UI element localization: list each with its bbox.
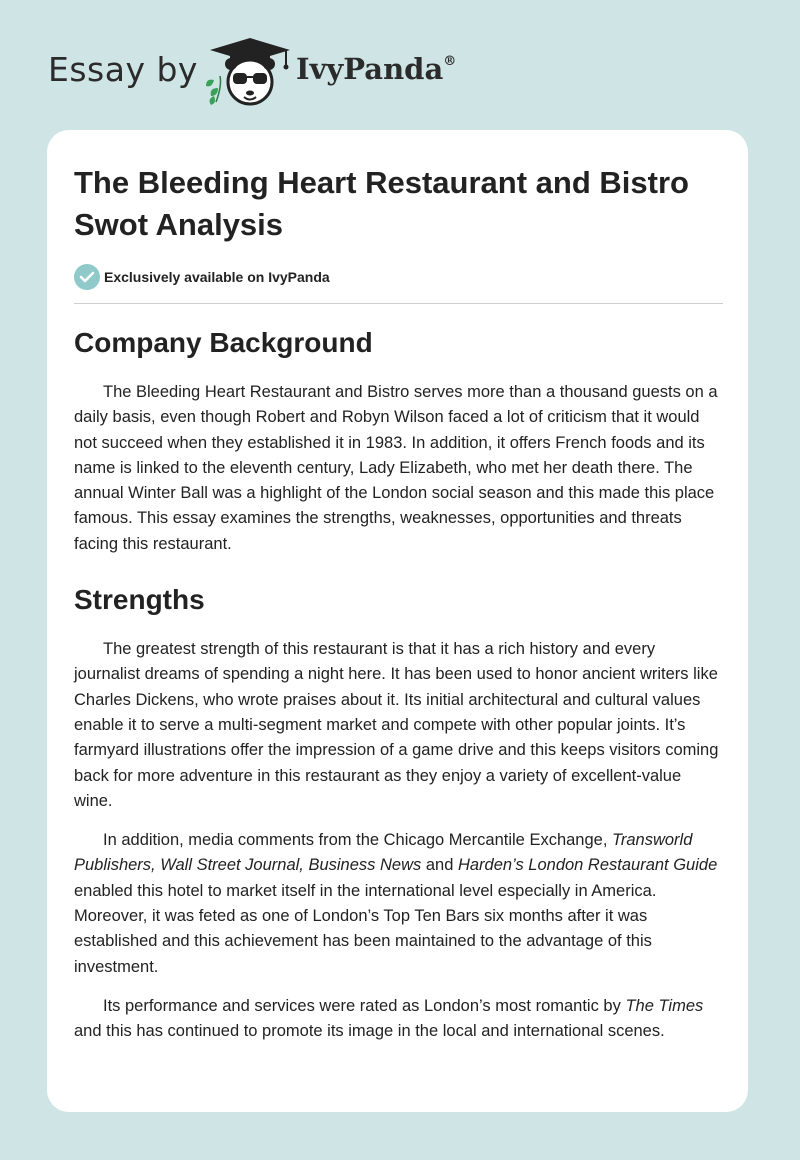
title-divider: [74, 303, 723, 304]
paragraph: In addition, media comments from the Chicago Mercantile Exchange, Transworld Publishers, Wall Street Journal, Business News and Harden’s London Restaurant Guide enabled this hotel to market itself in the international level especially in America. Moreover, it was feted as one of London’s Top Ten Bars six months after it was established and this achievement has been maintained to the advantage of this investment.: [74, 831, 718, 976]
paragraph: Its performance and services were rated as London’s most romantic by The Times and this has continued to promote its image in the local and international scenes.: [74, 996, 704, 1041]
paragraph: The Bleeding Heart Restaurant and Bistro serves more than a thousand guests on a daily basis, even though Robert and Robyn Wilson faced a lot of criticism that it would not succeed when they established it in 1983. In addition, it offers French foods and its name is linked to the eleventh century, Lady Elizabeth, who met her death there. The annual Winter Ball was a highlight of the London social season and this made this place famous. This essay examines the strengths, weaknesses, opportunities and threats facing this restaurant.: [74, 383, 718, 553]
paragraph: The greatest strength of this restaurant is that it has a rich history and every journalist dreams of spending a night here. It has been used to honor ancient writers like Charles Dickens, who wrote praises about it. Its initial architectural and cultural values enable it to serve a multi-segment market and compete with other popular joints. It’s farmyard illustrations offer the impression of a game drive and this keeps visitors coming back for more adventure in this restaurant as they enjoy a variety of excellent-value wine.: [74, 640, 719, 810]
italic-publication: Harden’s London Restaurant Guide: [457, 856, 718, 875]
panda-logo-icon[interactable]: [200, 36, 292, 108]
brand-name[interactable]: IvyPanda®: [296, 52, 457, 86]
check-icon: [74, 264, 100, 290]
italic-publication: Transworld Publishers, Wall Street Journal, Business News: [74, 831, 693, 875]
site-header: [0, 0, 800, 130]
italic-publication: The Times: [625, 996, 704, 1015]
essay-card: [47, 130, 748, 1112]
essay-body: [74, 320, 724, 1045]
exclusive-badge: [74, 264, 330, 290]
section-heading-company-background: Company Background: [74, 327, 373, 358]
badge-text: Exclusively available on IvyPanda: [104, 269, 330, 285]
brand-prefix: Essay by: [48, 50, 198, 89]
essay-title: The Bleeding Heart Restaurant and Bistro Swot Analysis: [74, 165, 689, 242]
section-heading-strengths: Strengths: [74, 584, 205, 616]
